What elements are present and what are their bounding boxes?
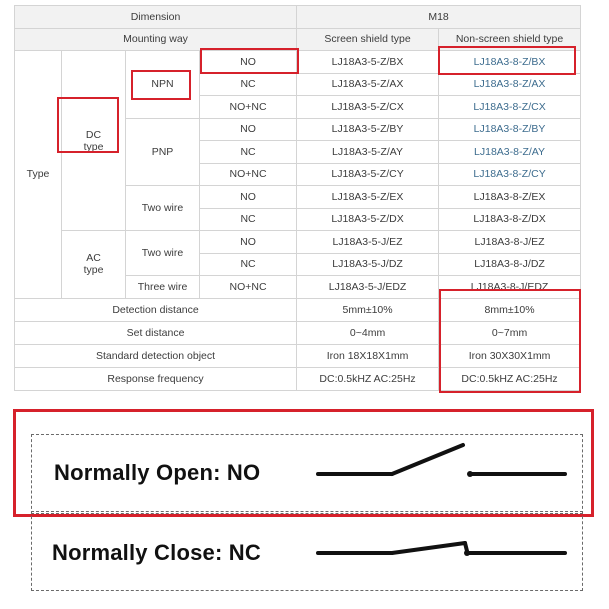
screen-model: LJ18A3-5-J/EDZ (297, 276, 439, 299)
nonscreen-model: LJ18A3-8-Z/AY (439, 141, 581, 164)
contact-cell: NO (200, 186, 297, 209)
nonscreen-model: LJ18A3-8-Z/DX (439, 208, 581, 231)
screen-model: LJ18A3-5-Z/CY (297, 163, 439, 186)
normally-open-label: Normally Open: NO (54, 460, 261, 485)
spec-screen: 5mm±10% (297, 298, 439, 321)
npn-label: NPN (126, 51, 200, 119)
contact-cell: NO (200, 51, 297, 74)
nonscreen-model: LJ18A3-8-Z/BX (439, 51, 581, 74)
contact-cell: NO+NC (200, 276, 297, 299)
dc-two-wire-label: Two wire (126, 186, 200, 231)
nonscreen-model: LJ18A3-8-Z/EX (439, 186, 581, 209)
nonscreen-model: LJ18A3-8-Z/CX (439, 96, 581, 119)
type-label: Type (15, 51, 62, 299)
contact-cell: NO+NC (200, 96, 297, 119)
pnp-label: PNP (126, 118, 200, 186)
screen-model: LJ18A3-5-Z/CX (297, 96, 439, 119)
mounting-label: Mounting way (15, 28, 297, 51)
ac-three-wire-label: Three wire (126, 276, 200, 299)
contact-cell: NC (200, 141, 297, 164)
dimension-label: Dimension (15, 6, 297, 29)
screen-model: LJ18A3-5-Z/AY (297, 141, 439, 164)
nonscreen-model: LJ18A3-8-Z/BY (439, 118, 581, 141)
nonscreen-model: LJ18A3-8-J/DZ (439, 253, 581, 276)
spec-label: Set distance (15, 321, 297, 344)
spec-label: Detection distance (15, 298, 297, 321)
normally-close-label: Normally Close: NC (52, 540, 261, 565)
screen-model: LJ18A3-5-Z/DX (297, 208, 439, 231)
screen-model: LJ18A3-5-Z/BY (297, 118, 439, 141)
spec-label: Standard detection object (15, 344, 297, 367)
nonscreen-model: LJ18A3-8-J/EZ (439, 231, 581, 254)
contact-cell: NO+NC (200, 163, 297, 186)
spec-nonscreen: DC:0.5kHZ AC:25Hz (439, 367, 581, 390)
spec-nonscreen: Iron 30X30X1mm (439, 344, 581, 367)
contact-cell: NC (200, 208, 297, 231)
screen-model: LJ18A3-5-Z/AX (297, 73, 439, 96)
dc-type-label: DC type (62, 51, 126, 231)
screen-model: LJ18A3-5-Z/BX (297, 51, 439, 74)
spec-screen: Iron 18X18X1mm (297, 344, 439, 367)
nonscreen-model: LJ18A3-8-Z/AX (439, 73, 581, 96)
contact-cell: NC (200, 253, 297, 276)
contact-cell: NC (200, 73, 297, 96)
screen-model: LJ18A3-5-J/DZ (297, 253, 439, 276)
spec-screen: DC:0.5kHZ AC:25Hz (297, 367, 439, 390)
col-screen-header: Screen shield type (297, 28, 439, 51)
spec-nonscreen: 8mm±10% (439, 298, 581, 321)
screen-model: LJ18A3-5-Z/EX (297, 186, 439, 209)
spec-nonscreen: 0~7mm (439, 321, 581, 344)
nonscreen-model: LJ18A3-8-J/EDZ (439, 276, 581, 299)
ac-type-label: AC type (62, 231, 126, 299)
contact-cell: NO (200, 231, 297, 254)
contact-cell: NO (200, 118, 297, 141)
spec-screen: 0~4mm (297, 321, 439, 344)
col-nonscreen-header: Non-screen shield type (439, 28, 581, 51)
nonscreen-model: LJ18A3-8-Z/CY (439, 163, 581, 186)
ac-two-wire-label: Two wire (126, 231, 200, 276)
spec-label: Response frequency (15, 367, 297, 390)
dimension-value: M18 (297, 6, 581, 29)
screen-model: LJ18A3-5-J/EZ (297, 231, 439, 254)
